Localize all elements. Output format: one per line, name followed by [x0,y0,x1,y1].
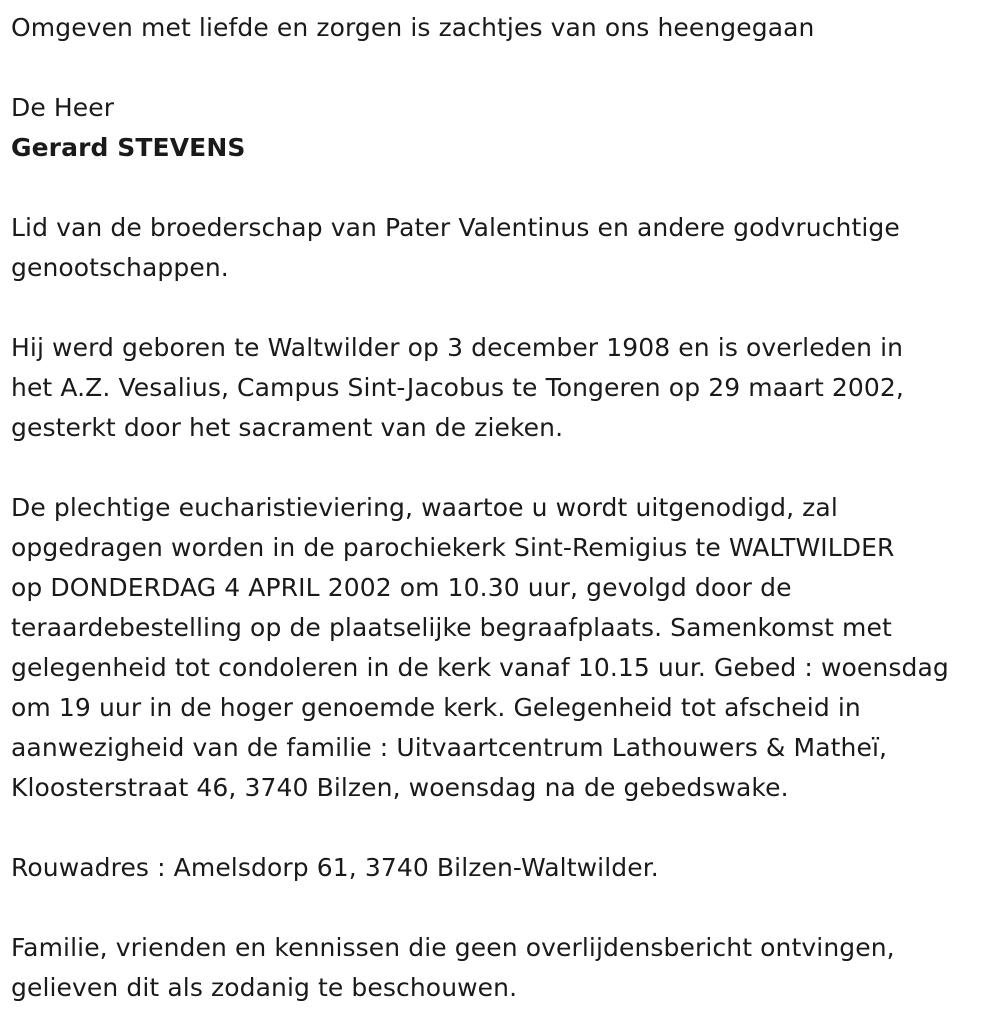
birth-death-line: het A.Z. Vesalius, Campus Sint-Jacobus te Tongeren op 29 maart 2002, [11,373,904,402]
birth-death-line: Hij werd geboren te Waltwilder op 3 december 1908 en is overleden in [11,333,904,362]
mourning-address: Rouwadres : Amelsdorp 61, 3740 Bilzen-Waltwilder. [11,853,659,882]
membership-line: genootschappen. [11,253,229,282]
membership-paragraph [11,208,1000,288]
closing-line: gelieven dit als zodanig te beschouwen. [11,973,518,1002]
ceremony-line: teraardebestelling op de plaatselijke begraafplaats. Samenkomst met [11,613,892,642]
paragraph-gap [11,48,1000,88]
paragraph-gap [11,888,1000,928]
intro-text: Omgeven met liefde en zorgen is zachtjes van ons heengegaan [11,13,815,42]
ceremony-line: om 19 uur in de hoger genoemde kerk. Gelegenheid tot afscheid in [11,693,861,722]
ceremony-line: opgedragen worden in de parochiekerk Sint-Remigius te WALTWILDER [11,533,895,562]
birth-death-line: gesterkt door het sacrament van de zieken. [11,413,564,442]
paragraph-gap [11,288,1000,328]
ceremony-line: gelegenheid tot condoleren in de kerk vanaf 10.15 uur. Gebed : woensdag [11,653,949,682]
closing-paragraph [11,928,1000,1008]
ceremony-line: op DONDERDAG 4 APRIL 2002 om 10.30 uur, gevolgd door de [11,573,792,602]
paragraph-gap [11,168,1000,208]
ceremony-line: De plechtige eucharistieviering, waartoe u wordt uitgenodigd, zal [11,493,838,522]
birth-death-paragraph [11,328,1000,448]
ceremony-line: Kloosterstraat 46, 3740 Bilzen, woensdag na de gebedswake. [11,773,789,802]
ceremony-line: aanwezigheid van de familie : Uitvaartcentrum Lathouwers & Matheï, [11,733,888,762]
paragraph-gap [11,448,1000,488]
paragraph-gap [11,808,1000,848]
deceased-name: Gerard STEVENS [11,133,246,162]
closing-line: Familie, vrienden en kennissen die geen overlijdensbericht ontvingen, [11,933,895,962]
membership-line: Lid van de broederschap van Pater Valentinus en andere godvruchtige [11,213,900,242]
honorific-title: De Heer [11,93,115,122]
ceremony-paragraph [11,488,1000,808]
